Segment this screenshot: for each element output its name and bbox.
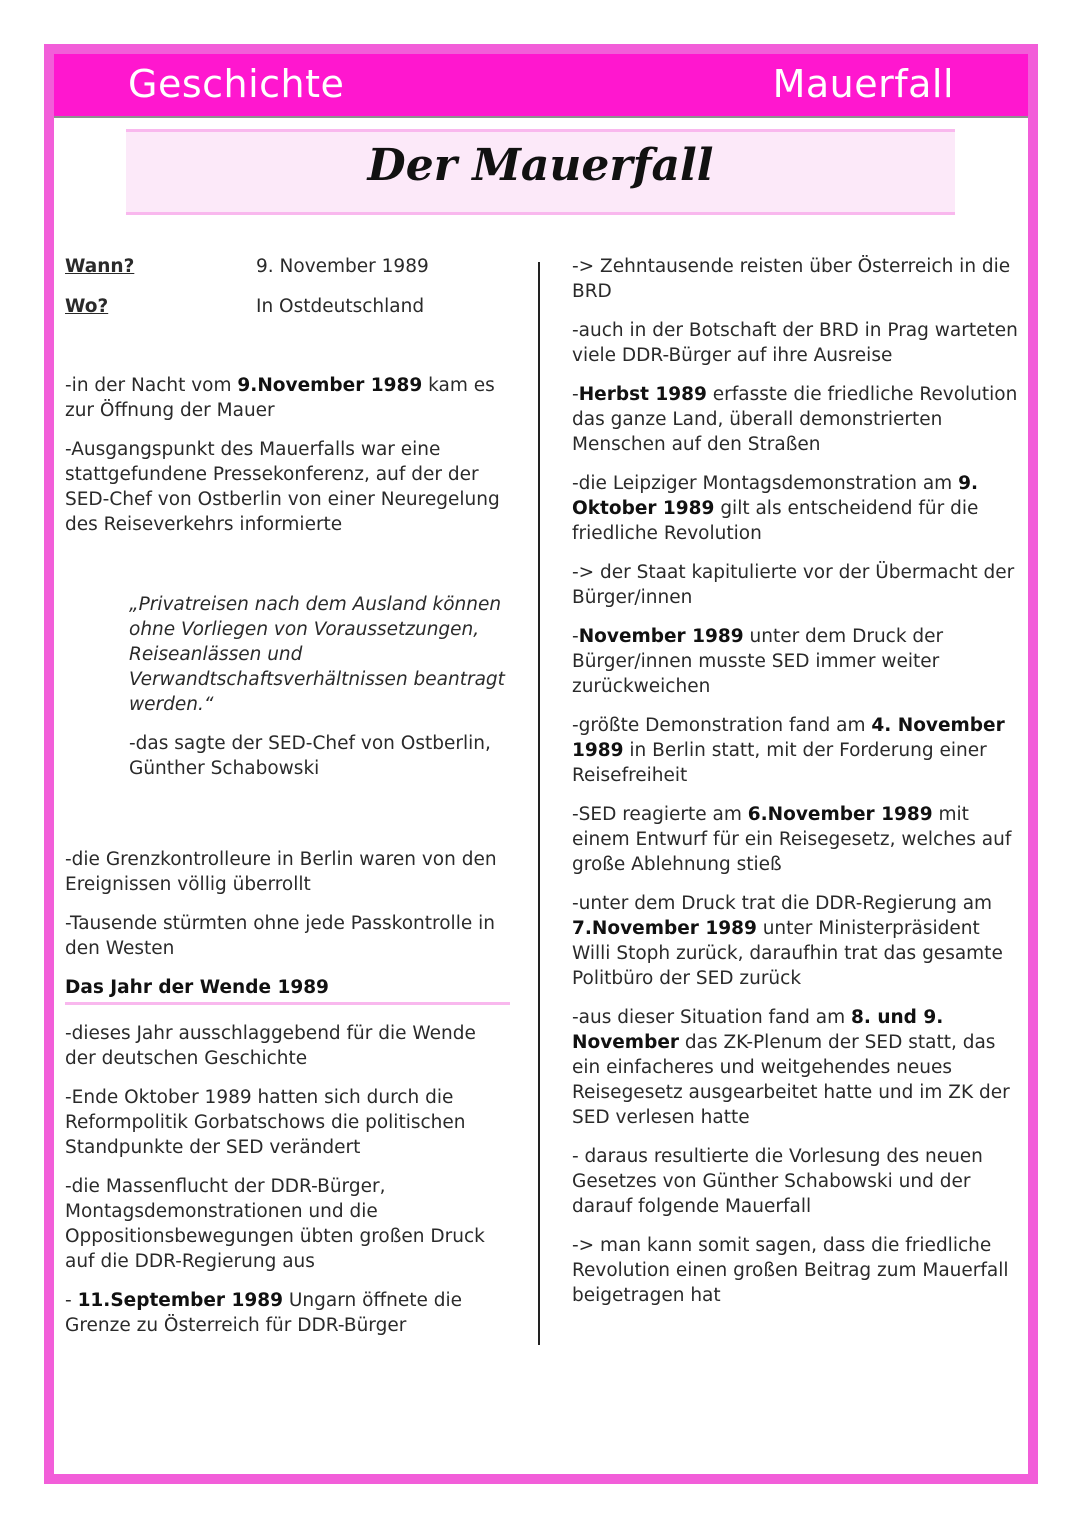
paragraph: -> man kann somit sagen, dass die friedliche Revolution einen großen Beitrag zum Mauerfall beigetragen hat — [572, 1235, 1009, 1306]
paragraph: -in der Nacht vom 9.November 1989 kam es zur Öffnung der Mauer — [65, 375, 495, 421]
fact-value: In Ostdeutschland — [256, 296, 425, 317]
fact-label: Wo? — [65, 296, 109, 317]
header-bar — [54, 54, 1028, 118]
page-title: Der Mauerfall — [367, 140, 714, 191]
paragraph: -Ausgangspunkt des Mauerfalls war eine stattgefundene Pressekonferenz, auf der der SED-Chef von Ostberlin von einer Neuregelung des Reiseverkehrs informierte — [65, 439, 500, 535]
quote: „Privatreisen nach dem Ausland können ohne Vorliegen von Voraussetzungen, Reiseanlässen und Verwandtschaftsverhältnissen beantragt werden.“ — [129, 594, 505, 715]
paragraph: -> Zehntausende reisten über Österreich in die BRD — [572, 256, 1011, 302]
fact-value: 9. November 1989 — [256, 256, 429, 277]
topic-label: Mauerfall — [772, 62, 954, 106]
paragraph: -November 1989 unter dem Druck der Bürger/innen musste SED immer weiter zurückweichen — [572, 626, 944, 697]
title-box — [126, 129, 955, 215]
paragraph: -die Massenflucht der DDR-Bürger, Montagsdemonstrationen und die Oppositionsbewegungen übten großen Druck auf die DDR-Regierung aus — [65, 1176, 485, 1272]
paragraph: -Tausende stürmten ohne jede Passkontrolle in den Westen — [65, 913, 495, 959]
paragraph: -Herbst 1989 erfasste die friedliche Revolution das ganze Land, überall demonstrierten Menschen auf den Straßen — [572, 384, 1018, 455]
paragraph: -dieses Jahr ausschlaggebend für die Wende der deutschen Geschichte — [65, 1023, 476, 1069]
right-column — [572, 254, 1018, 1322]
column-divider — [538, 262, 540, 1345]
left-column — [65, 254, 510, 1352]
page-frame — [44, 44, 1038, 1484]
section-heading: Das Jahr der Wende 1989 — [65, 975, 510, 1005]
paragraph: - daraus resultierte die Vorlesung des neuen Gesetzes von Günther Schabowski und der darauf folgende Mauerfall — [572, 1146, 983, 1217]
paragraph: -auch in der Botschaft der BRD in Prag warteten viele DDR-Bürger auf ihre Ausreise — [572, 320, 1018, 366]
paragraph: -die Leipziger Montagsdemonstration am 9. Oktober 1989 gilt als entscheidend für die friedliche Revolution — [572, 473, 979, 544]
paragraph: -unter dem Druck trat die DDR-Regierung am 7.November 1989 unter Ministerpräsident Willi Stoph zurück, daraufhin trat das gesamte Politbüro der SED zurück — [572, 893, 1003, 989]
paragraph: -die Grenzkontrolleure in Berlin waren von den Ereignissen völlig überrollt — [65, 849, 497, 895]
paragraph: -aus dieser Situation fand am 8. und 9. November das ZK-Plenum der SED statt, das ein einfacheres und weitgehendes neues Reisegesetz ausgearbeitet hatte und im ZK der SED verlesen hatte — [572, 1007, 1010, 1128]
paragraph: -Ende Oktober 1989 hatten sich durch die Reformpolitik Gorbatschows die politischen Standpunkte der SED verändert — [65, 1087, 466, 1158]
fact-label: Wann? — [65, 256, 135, 277]
paragraph: -SED reagierte am 6.November 1989 mit einem Entwurf für ein Reisegesetz, welches auf große Ablehnung stieß — [572, 804, 1012, 875]
paragraph: -> der Staat kapitulierte vor der Übermacht der Bürger/innen — [572, 562, 1015, 608]
quote-attribution: -das sagte der SED-Chef von Ostberlin, Günther Schabowski — [129, 733, 491, 779]
paragraph: -größte Demonstration fand am 4. November 1989 in Berlin statt, mit der Forderung einer Reisefreiheit — [572, 715, 1005, 786]
fact-where — [65, 294, 510, 334]
subject-label: Geschichte — [128, 62, 345, 106]
paragraph: - 11.September 1989 Ungarn öffnete die Grenze zu Österreich für DDR-Bürger — [65, 1290, 463, 1336]
fact-when — [65, 254, 510, 294]
